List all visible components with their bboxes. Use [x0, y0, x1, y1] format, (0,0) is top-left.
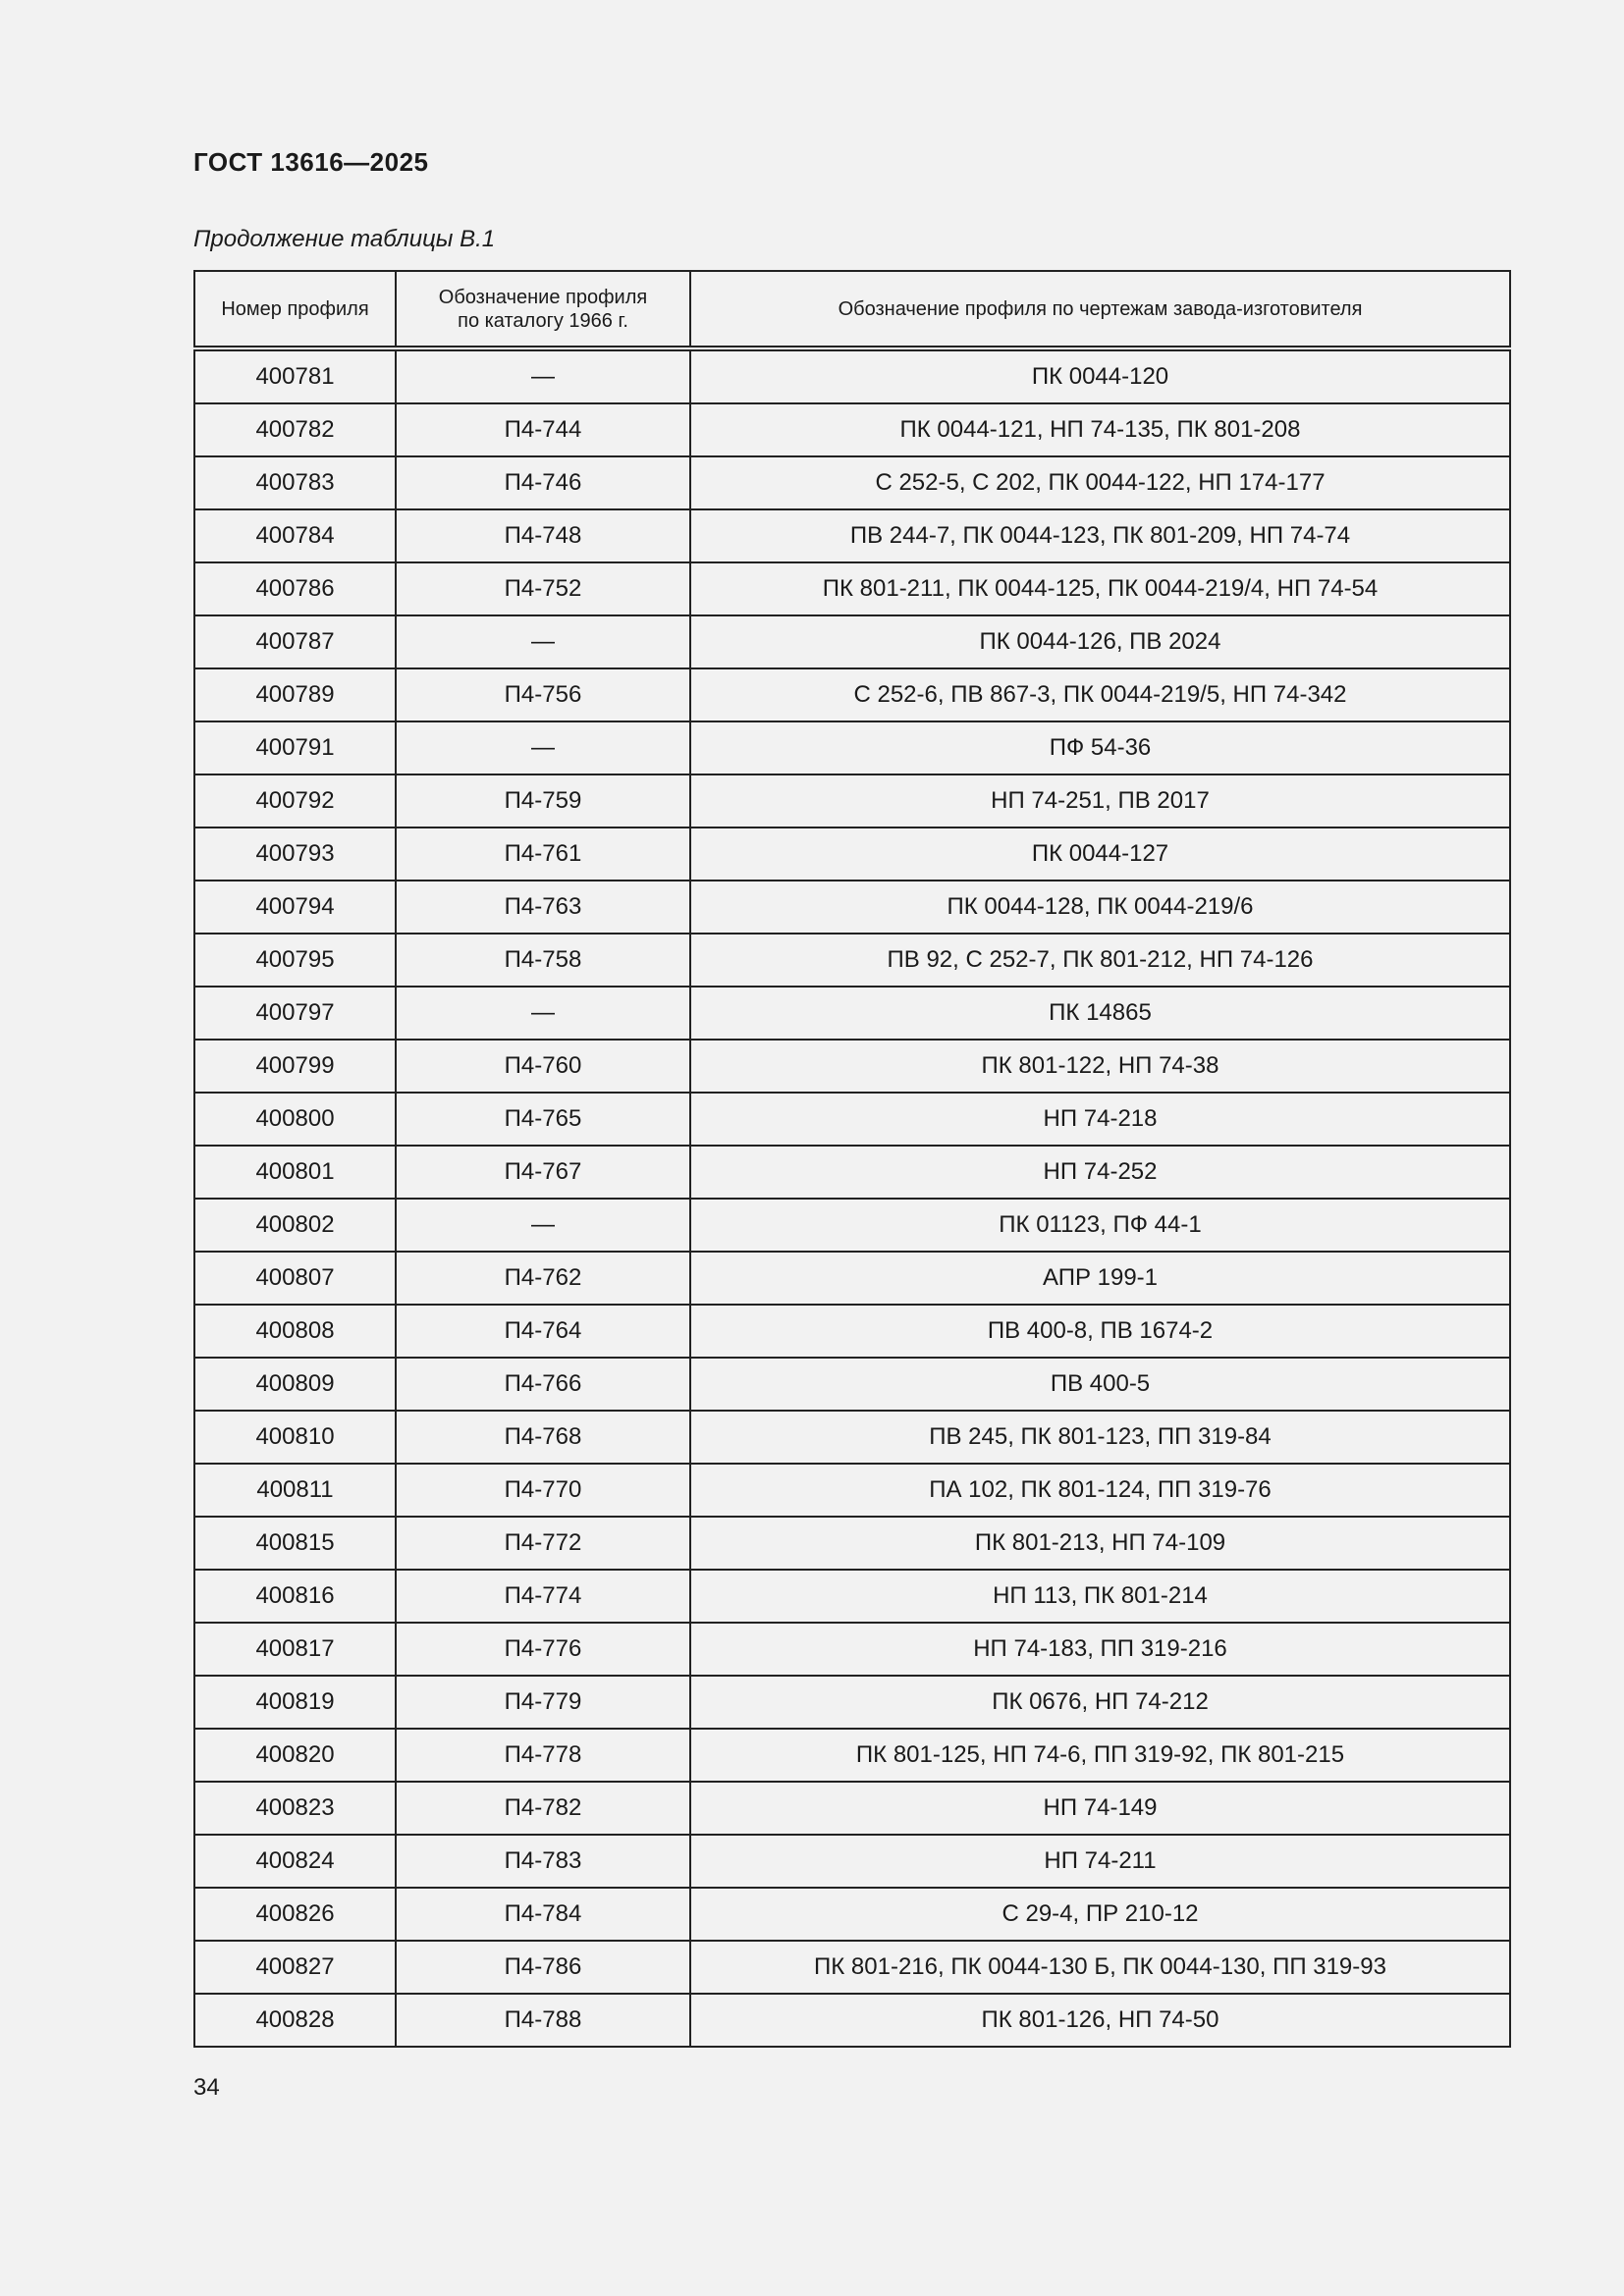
- profile-number-cell: 400824: [194, 1835, 396, 1888]
- table-row: [194, 1305, 1510, 1358]
- factory-designation-cell: ПВ 400-8, ПВ 1674-2: [690, 1305, 1510, 1358]
- profile-number-cell: 400828: [194, 1994, 396, 2047]
- profile-number-cell: 400794: [194, 881, 396, 934]
- factory-designation-cell: НП 74-251, ПВ 2017: [690, 774, 1510, 828]
- factory-designation-cell: ПА 102, ПК 801-124, ПП 319-76: [690, 1464, 1510, 1517]
- profile-number-cell: 400823: [194, 1782, 396, 1835]
- catalog-designation-cell: П4-744: [396, 403, 690, 456]
- header-catalog-designation: Обозначение профиля по каталогу 1966 г.: [396, 271, 690, 348]
- profile-number-cell: 400810: [194, 1411, 396, 1464]
- table-caption: Продолжение таблицы В.1: [193, 226, 496, 252]
- profile-number-cell: 400826: [194, 1888, 396, 1941]
- table-row: [194, 1199, 1510, 1252]
- table-row: [194, 1994, 1510, 2047]
- factory-designation-cell: С 29-4, ПР 210-12: [690, 1888, 1510, 1941]
- profile-number-cell: 400782: [194, 403, 396, 456]
- catalog-designation-cell: П4-770: [396, 1464, 690, 1517]
- table-row: [194, 1252, 1510, 1305]
- catalog-designation-cell: П4-761: [396, 828, 690, 881]
- profile-number-cell: 400789: [194, 668, 396, 721]
- catalog-designation-cell: П4-776: [396, 1623, 690, 1676]
- profile-number-cell: 400795: [194, 934, 396, 987]
- profile-number-cell: 400807: [194, 1252, 396, 1305]
- profile-number-cell: 400797: [194, 987, 396, 1040]
- document-header: ГОСТ 13616—2025: [193, 147, 429, 177]
- catalog-designation-cell: П4-762: [396, 1252, 690, 1305]
- catalog-designation-cell: П4-766: [396, 1358, 690, 1411]
- table-row: [194, 934, 1510, 987]
- catalog-designation-cell: П4-763: [396, 881, 690, 934]
- profile-number-cell: 400799: [194, 1040, 396, 1093]
- profile-number-cell: 400791: [194, 721, 396, 774]
- header-row: [194, 271, 1510, 348]
- profile-number-cell: 400802: [194, 1199, 396, 1252]
- table-row: [194, 987, 1510, 1040]
- profile-number-cell: 400815: [194, 1517, 396, 1570]
- profile-number-cell: 400787: [194, 615, 396, 668]
- table-row: [194, 615, 1510, 668]
- catalog-designation-cell: П4-772: [396, 1517, 690, 1570]
- catalog-designation-cell: —: [396, 615, 690, 668]
- catalog-designation-cell: П4-759: [396, 774, 690, 828]
- factory-designation-cell: ПВ 245, ПК 801-123, ПП 319-84: [690, 1411, 1510, 1464]
- table-row: [194, 1835, 1510, 1888]
- table-row: [194, 1888, 1510, 1941]
- catalog-designation-cell: —: [396, 721, 690, 774]
- profile-number-cell: 400816: [194, 1570, 396, 1623]
- table-row: [194, 721, 1510, 774]
- factory-designation-cell: С 252-6, ПВ 867-3, ПК 0044-219/5, НП 74-342: [690, 668, 1510, 721]
- factory-designation-cell: ПК 0044-128, ПК 0044-219/6: [690, 881, 1510, 934]
- catalog-designation-cell: П4-752: [396, 562, 690, 615]
- table-row: [194, 1146, 1510, 1199]
- header-factory-designation: Обозначение профиля по чертежам завода-изготовителя: [690, 271, 1510, 348]
- profile-number-cell: 400808: [194, 1305, 396, 1358]
- factory-designation-cell: С 252-5, С 202, ПК 0044-122, НП 174-177: [690, 456, 1510, 509]
- factory-designation-cell: ПК 801-126, НП 74-50: [690, 1994, 1510, 2047]
- profile-number-cell: 400793: [194, 828, 396, 881]
- profile-number-cell: 400817: [194, 1623, 396, 1676]
- factory-designation-cell: ПК 01123, ПФ 44-1: [690, 1199, 1510, 1252]
- table-row: [194, 456, 1510, 509]
- profile-number-cell: 400809: [194, 1358, 396, 1411]
- factory-designation-cell: НП 74-218: [690, 1093, 1510, 1146]
- profile-number-cell: 400827: [194, 1941, 396, 1994]
- catalog-designation-cell: П4-783: [396, 1835, 690, 1888]
- catalog-designation-cell: П4-746: [396, 456, 690, 509]
- factory-designation-cell: ПК 801-125, НП 74-6, ПП 319-92, ПК 801-215: [690, 1729, 1510, 1782]
- table-row: [194, 828, 1510, 881]
- factory-designation-cell: ПФ 54-36: [690, 721, 1510, 774]
- table-row: [194, 348, 1510, 403]
- factory-designation-cell: ПК 0044-120: [690, 348, 1510, 403]
- factory-designation-cell: ПК 0044-121, НП 74-135, ПК 801-208: [690, 403, 1510, 456]
- catalog-designation-cell: П4-778: [396, 1729, 690, 1782]
- profile-number-cell: 400781: [194, 348, 396, 403]
- catalog-designation-cell: П4-758: [396, 934, 690, 987]
- profile-table: [193, 270, 1511, 2048]
- header-profile-number: Номер профиля: [194, 271, 396, 348]
- factory-designation-cell: ПВ 400-5: [690, 1358, 1510, 1411]
- table-row: [194, 1782, 1510, 1835]
- table-row: [194, 1517, 1510, 1570]
- profile-number-cell: 400820: [194, 1729, 396, 1782]
- factory-designation-cell: АПР 199-1: [690, 1252, 1510, 1305]
- factory-designation-cell: НП 74-183, ПП 319-216: [690, 1623, 1510, 1676]
- profile-number-cell: 400786: [194, 562, 396, 615]
- catalog-designation-cell: П4-767: [396, 1146, 690, 1199]
- factory-designation-cell: ПК 0044-127: [690, 828, 1510, 881]
- catalog-designation-cell: П4-774: [396, 1570, 690, 1623]
- catalog-designation-cell: П4-782: [396, 1782, 690, 1835]
- factory-designation-cell: ПК 801-211, ПК 0044-125, ПК 0044-219/4, НП 74-54: [690, 562, 1510, 615]
- table-header: [194, 271, 1510, 348]
- table-row: [194, 881, 1510, 934]
- profile-number-cell: 400792: [194, 774, 396, 828]
- factory-designation-cell: ПВ 244-7, ПК 0044-123, ПК 801-209, НП 74-74: [690, 509, 1510, 562]
- factory-designation-cell: ПК 0044-126, ПВ 2024: [690, 615, 1510, 668]
- factory-designation-cell: ПК 801-216, ПК 0044-130 Б, ПК 0044-130, ПП 319-93: [690, 1941, 1510, 1994]
- table-row: [194, 1729, 1510, 1782]
- catalog-designation-cell: П4-786: [396, 1941, 690, 1994]
- table-row: [194, 1941, 1510, 1994]
- catalog-designation-cell: П4-760: [396, 1040, 690, 1093]
- profile-number-cell: 400819: [194, 1676, 396, 1729]
- table-row: [194, 774, 1510, 828]
- catalog-designation-cell: —: [396, 987, 690, 1040]
- table-row: [194, 1570, 1510, 1623]
- factory-designation-cell: НП 74-252: [690, 1146, 1510, 1199]
- profile-number-cell: 400811: [194, 1464, 396, 1517]
- catalog-designation-cell: —: [396, 1199, 690, 1252]
- factory-designation-cell: НП 74-211: [690, 1835, 1510, 1888]
- catalog-designation-cell: П4-756: [396, 668, 690, 721]
- page-number: 34: [193, 2074, 220, 2101]
- factory-designation-cell: ПК 0676, НП 74-212: [690, 1676, 1510, 1729]
- table-row: [194, 1676, 1510, 1729]
- table-row: [194, 1040, 1510, 1093]
- table-row: [194, 1093, 1510, 1146]
- table-row: [194, 1464, 1510, 1517]
- catalog-designation-cell: П4-788: [396, 1994, 690, 2047]
- table-row: [194, 1358, 1510, 1411]
- table-row: [194, 1411, 1510, 1464]
- profile-number-cell: 400783: [194, 456, 396, 509]
- factory-designation-cell: НП 113, ПК 801-214: [690, 1570, 1510, 1623]
- catalog-designation-cell: П4-765: [396, 1093, 690, 1146]
- catalog-designation-cell: П4-784: [396, 1888, 690, 1941]
- table-row: [194, 1623, 1510, 1676]
- factory-designation-cell: ПВ 92, С 252-7, ПК 801-212, НП 74-126: [690, 934, 1510, 987]
- catalog-designation-cell: П4-748: [396, 509, 690, 562]
- factory-designation-cell: НП 74-149: [690, 1782, 1510, 1835]
- factory-designation-cell: ПК 14865: [690, 987, 1510, 1040]
- catalog-designation-cell: П4-764: [396, 1305, 690, 1358]
- table-row: [194, 403, 1510, 456]
- profile-number-cell: 400800: [194, 1093, 396, 1146]
- catalog-designation-cell: —: [396, 348, 690, 403]
- table-row: [194, 668, 1510, 721]
- profile-number-cell: 400801: [194, 1146, 396, 1199]
- factory-designation-cell: ПК 801-122, НП 74-38: [690, 1040, 1510, 1093]
- factory-designation-cell: ПК 801-213, НП 74-109: [690, 1517, 1510, 1570]
- catalog-designation-cell: П4-768: [396, 1411, 690, 1464]
- profile-number-cell: 400784: [194, 509, 396, 562]
- table-body: [194, 348, 1510, 2047]
- catalog-designation-cell: П4-779: [396, 1676, 690, 1729]
- table-row: [194, 562, 1510, 615]
- table-row: [194, 509, 1510, 562]
